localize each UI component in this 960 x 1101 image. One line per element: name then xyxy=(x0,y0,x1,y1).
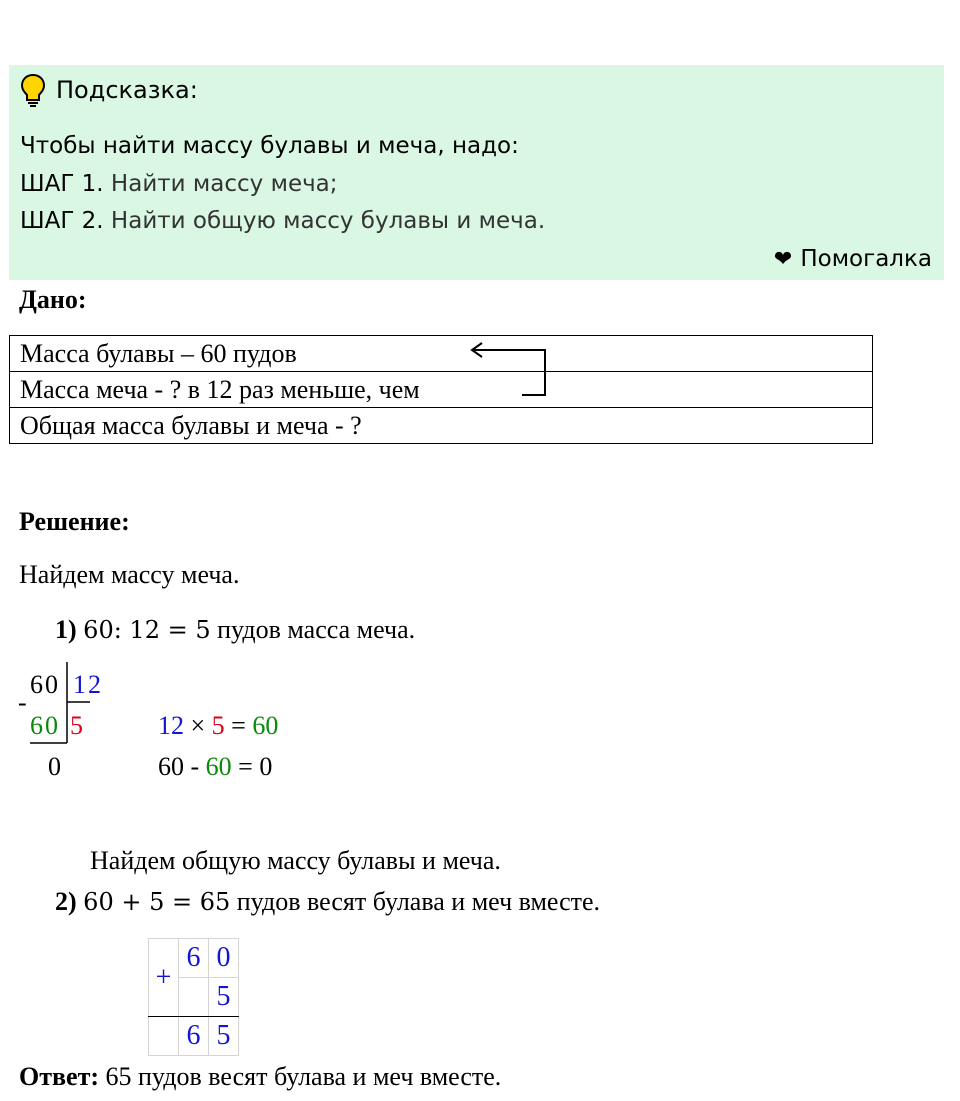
step2-tail: пудов весят булава и меч вместе. xyxy=(230,887,601,916)
step2-expression: 60 + 5 = 65 xyxy=(83,888,231,916)
hint-header xyxy=(20,72,198,108)
hint-step-2-label: ШАГ 2. xyxy=(20,208,104,234)
division-dividend: 60 xyxy=(30,670,60,699)
solution-heading: Решение: xyxy=(19,507,130,536)
step2-intro: Найдем общую массу булавы и меча. xyxy=(90,846,501,875)
addition-row3-empty xyxy=(149,1017,179,1056)
division-quotient: 5 xyxy=(70,711,83,740)
given-row-mace: Масса булавы – 60 пудов xyxy=(10,336,873,372)
hint-step-1 xyxy=(20,171,338,197)
division-check-multiply xyxy=(158,711,278,741)
addition-row1-d1: 6 xyxy=(179,939,209,978)
check1-b: 5 xyxy=(211,711,225,740)
division-divisor-1: 1 xyxy=(73,670,86,699)
check2-a: 60 - xyxy=(158,752,206,781)
column-addition xyxy=(148,938,239,1056)
check2-eq: = 0 xyxy=(231,752,273,781)
check1-c: 60 xyxy=(252,711,279,740)
division-check-subtract xyxy=(158,752,272,782)
hint-step-1-label: ШАГ 1. xyxy=(20,171,104,197)
step1-expression: 60: 12 = 5 xyxy=(83,616,211,644)
given-row-total: Общая масса булавы и меча - ? xyxy=(10,408,873,444)
answer-label: Ответ: xyxy=(19,1062,100,1091)
given-heading: Дано: xyxy=(19,285,87,314)
brand-label xyxy=(774,246,932,272)
comparison-arrow xyxy=(460,340,560,400)
lightbulb-icon xyxy=(20,73,46,107)
addition-row1-d2: 0 xyxy=(209,939,239,978)
given-row-sword: Масса меча - ? в 12 раз меньше, чем xyxy=(10,372,873,408)
check1-op: × xyxy=(184,711,212,740)
check2-b: 60 xyxy=(205,752,232,781)
division-lines xyxy=(26,660,106,750)
step2-line xyxy=(55,887,600,917)
hint-step-2-text: Найти общую массу булавы и меча. xyxy=(103,208,546,234)
division-minus: - xyxy=(18,688,27,717)
addition-plus: + xyxy=(149,939,179,1017)
hint-title: Подсказка: xyxy=(56,76,198,104)
hint-step-1-text: Найти массу меча; xyxy=(103,171,338,197)
check1-eq: = xyxy=(224,711,253,740)
check1-a: 12 xyxy=(158,711,184,740)
division-subtrahend: 60 xyxy=(30,711,60,740)
step2-number: 2) xyxy=(55,887,77,916)
division-remainder: 0 xyxy=(48,752,61,781)
addition-row3-d2: 5 xyxy=(209,1017,239,1056)
addition-row2-d2: 5 xyxy=(209,978,239,1017)
hint-step-2 xyxy=(20,208,545,234)
step1-number: 1) xyxy=(55,615,77,644)
step1-intro: Найдем массу меча. xyxy=(19,560,240,589)
step1-tail: пудов масса меча. xyxy=(210,615,416,644)
brand-name: Помогалка xyxy=(800,246,932,272)
step1-line xyxy=(55,615,415,645)
addition-row2-d1 xyxy=(179,978,209,1017)
answer-text: 65 пудов весят булава и меч вместе. xyxy=(99,1062,502,1091)
answer-line xyxy=(19,1062,501,1092)
hint-intro: Чтобы найти массу булавы и меча, надо: xyxy=(20,133,519,159)
addition-row3-d1: 6 xyxy=(179,1017,209,1056)
given-table xyxy=(9,335,873,444)
division-divisor-2: 2 xyxy=(88,670,101,699)
heart-icon: ❤ xyxy=(773,246,793,272)
